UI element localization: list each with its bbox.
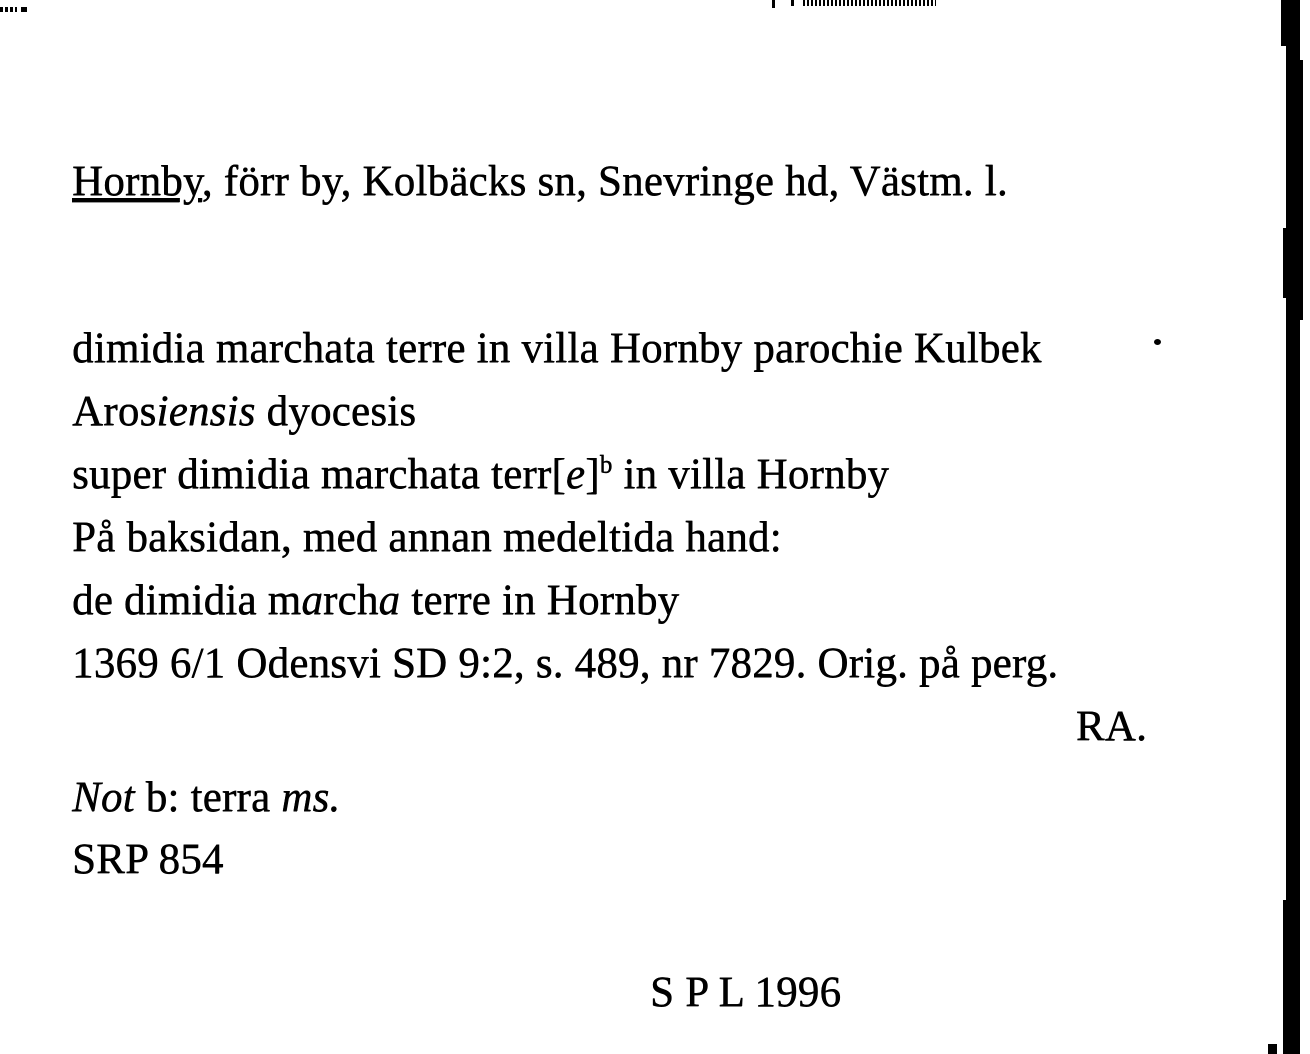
transcript-line: Arosiensis dyocesis — [72, 388, 417, 435]
scan-artifact-top-center-hatch — [803, 0, 936, 6]
editorial-note: Not b: terra ms. — [72, 774, 341, 821]
footer-publication-stamp: S P L 1996 — [650, 969, 842, 1016]
transcript-line: super dimidia marchata $terr[e]^b$ in villa Hornby — [72, 451, 890, 498]
transcript-line: På baksidan, med annan medeltida hand: — [72, 514, 782, 561]
scan-artifact-top-left-dots — [0, 7, 17, 12]
scan-artifact-right-edge-notch — [1281, 0, 1287, 46]
scan-artifact-top-center-tick — [772, 0, 775, 8]
scan-artifact-right-edge-notch — [1283, 900, 1287, 1054]
scan-artifact-right-edge-notch — [1283, 228, 1287, 298]
source-reference-line: 1369 6/1 Odensvi SD 9:2, s. 489, nr 7829. Orig. på perg. — [72, 640, 1059, 687]
scan-artifact-top-center-tick — [791, 0, 794, 6]
archive-attribution: RA. — [1075, 703, 1147, 750]
scan-artifact-top-left-speck — [21, 7, 27, 12]
scan-artifact-right-edge-bar — [1286, 0, 1300, 1054]
transcript-line: de dimidia marcha terre in Hornby — [72, 577, 680, 624]
srp-reference: SRP 854 — [72, 836, 224, 883]
entry-heading: Hornby, förr by, Kolbäcks sn, Snevringe hd, Västm. l. — [72, 158, 1008, 205]
scan-artifact-bottom-right-speck — [1268, 1044, 1277, 1054]
scan-artifact-right-edge-notch — [1300, 60, 1303, 320]
scan-artifact-stray-dot — [1154, 339, 1161, 345]
transcript-line: dimidia marchata terre in villa Hornby parochie Kulbek — [72, 325, 1042, 372]
